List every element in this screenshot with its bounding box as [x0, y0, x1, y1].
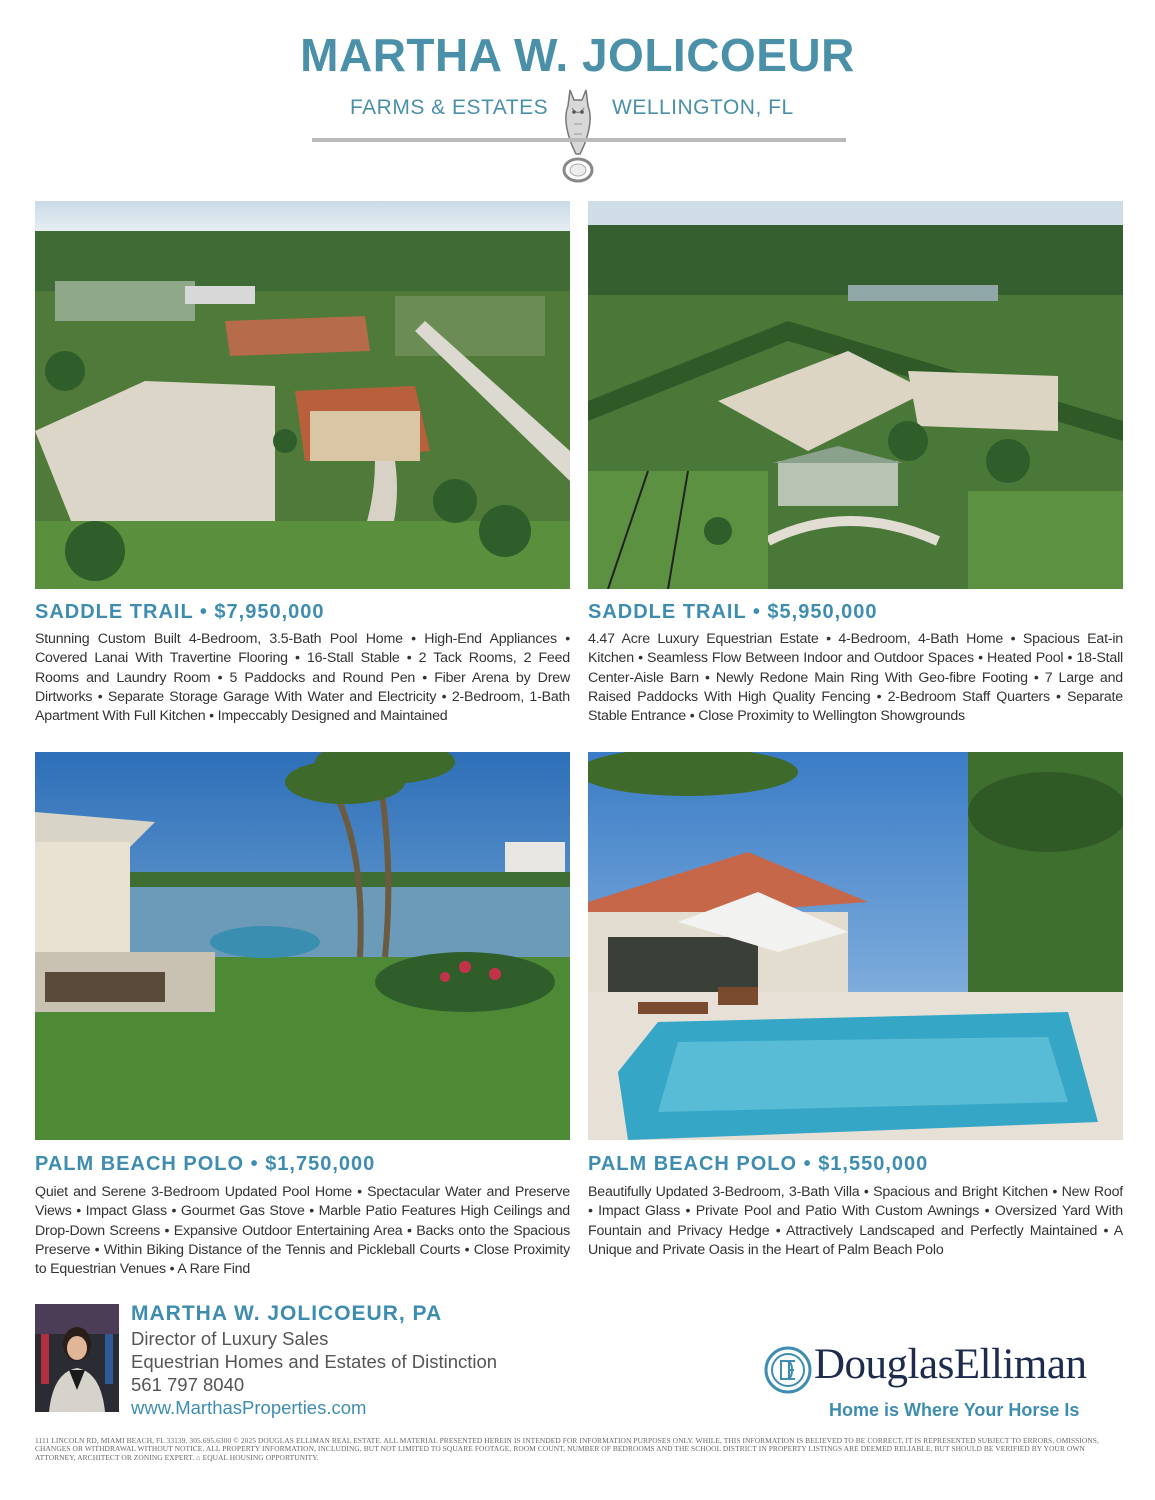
listing-title: SADDLE TRAIL • $7,950,000 [35, 601, 325, 623]
agent-website-link[interactable]: www.MarthasProperties.com [131, 1397, 367, 1418]
agent-name: MARTHA W. JOLICOEUR, PA [131, 1302, 443, 1325]
listing-title: PALM BEACH POLO • $1,550,000 [588, 1153, 929, 1175]
agent-brand-title: MARTHA W. JOLICOEUR [300, 29, 855, 81]
agent-specialty: Equestrian Homes and Estates of Distinction [131, 1351, 498, 1372]
agent-portrait [35, 1304, 119, 1412]
douglas-elliman-wordmark: DouglasElliman [814, 1341, 1087, 1388]
listing-title: SADDLE TRAIL • $5,950,000 [588, 601, 878, 623]
agent-title: Director of Luxury Sales [131, 1328, 329, 1349]
horse-head-icon [552, 84, 604, 188]
listing-photo-saddle-trail-2 [588, 201, 1123, 589]
listing-description: 4.47 Acre Luxury Equestrian Estate • 4-Bedroom, 4-Bath Home • Spacious Eat-in Kitchen • Seamless Flow Between Indoor and Outdoor Spaces • Heated Pool • 18-Stall Center-Aisle Barn • Newly Redone Main Ring With Geo-fibre Footing • 7 Large and Raised Paddocks With High Quality Fencing • 2-Bedroom Staff Quarters • Separate Stable Entrance • Close Proximity to Wellington Showgrounds [588, 631, 1123, 725]
header-subtitle-right: WELLINGTON, FL [612, 96, 794, 119]
agent-phone[interactable]: 561 797 8040 [131, 1374, 245, 1395]
listing-photo-palm-beach-polo-1 [35, 752, 570, 1140]
brand-tagline: Home is Where Your Horse Is [829, 1400, 1080, 1420]
listing-title: PALM BEACH POLO • $1,750,000 [35, 1153, 376, 1175]
header-subtitle-left: FARMS & ESTATES [350, 96, 549, 119]
listing-photo-palm-beach-polo-2 [588, 752, 1123, 1140]
listing-description: Beautifully Updated 3-Bedroom, 3-Bath Villa • Spacious and Bright Kitchen • New Roof • Impact Glass • Private Pool and Patio With Custom Awnings • Oversized Yard With Fountain and Privacy Hedge • Attractively Landscaped and Perfectly Maintained • A Unique and Private Oasis in the Heart of Palm Beach Polo [588, 1184, 1123, 1258]
listing-description: Stunning Custom Built 4-Bedroom, 3.5-Bath Pool Home • High-End Appliances • Covered Lanai With Travertine Flooring • 16-Stall Stable • 2 Tack Rooms, 2 Feed Rooms and Laundry Room • 5 Paddocks and Round Pen • Fiber Arena by Drew Dirtworks • Separate Storage Garage With Water and Electricity • 2-Bedroom, 1-Bath Apartment With Full Kitchen • Impeccably Designed and Maintained [35, 631, 570, 725]
de-circle-logo-icon [764, 1346, 812, 1394]
listing-description: Quiet and Serene 3-Bedroom Updated Pool Home • Spectacular Water and Preserve Views • Impact Glass • Gourmet Gas Stove • Marble Patio Features High Ceilings and Drop-Down Screens • Expansive Outdoor Entertaining Area • Backs onto the Spacious Preserve • Within Biking Distance of the Tennis and Pickleball Courts • Close Proximity to Equestrian Venues • A Rare Find [35, 1184, 570, 1278]
listing-photo-saddle-trail-1 [35, 201, 570, 589]
header-divider [312, 138, 846, 142]
legal-disclaimer: 1111 LINCOLN RD, MIAMI BEACH, FL 33139. 305.695.6300 © 2025 DOUGLAS ELLIMAN REAL ESTATE. ALL MATERIAL PRESENTED HEREIN IS INTENDED FOR INFORMATION PURPOSES ONLY. WHILE, THIS INFORMATION IS BELIEVED TO BE CORRECT, IT IS REPRESENTED SUBJECT TO ERRORS, OMISSIONS, CHANGES OR WITHDRAWAL WITHOUT NOTICE. ALL PROPERTY INFORMATION, INCLUDING, BUT NOT LIMITED TO SQUARE FOOTAGE, ROOM COUNT, NUMBER OF BEDROOMS AND THE SCHOOL DISTRICT IN PROPERTY LISTINGS ARE DEEMED RELIABLE, BUT SHOULD BE VERIFIED BY YOUR OWN ATTORNEY, ARCHITECT OR ZONING EXPERT. ⌂ EQUAL HOUSING OPPORTUNITY. [35, 1436, 1099, 1462]
